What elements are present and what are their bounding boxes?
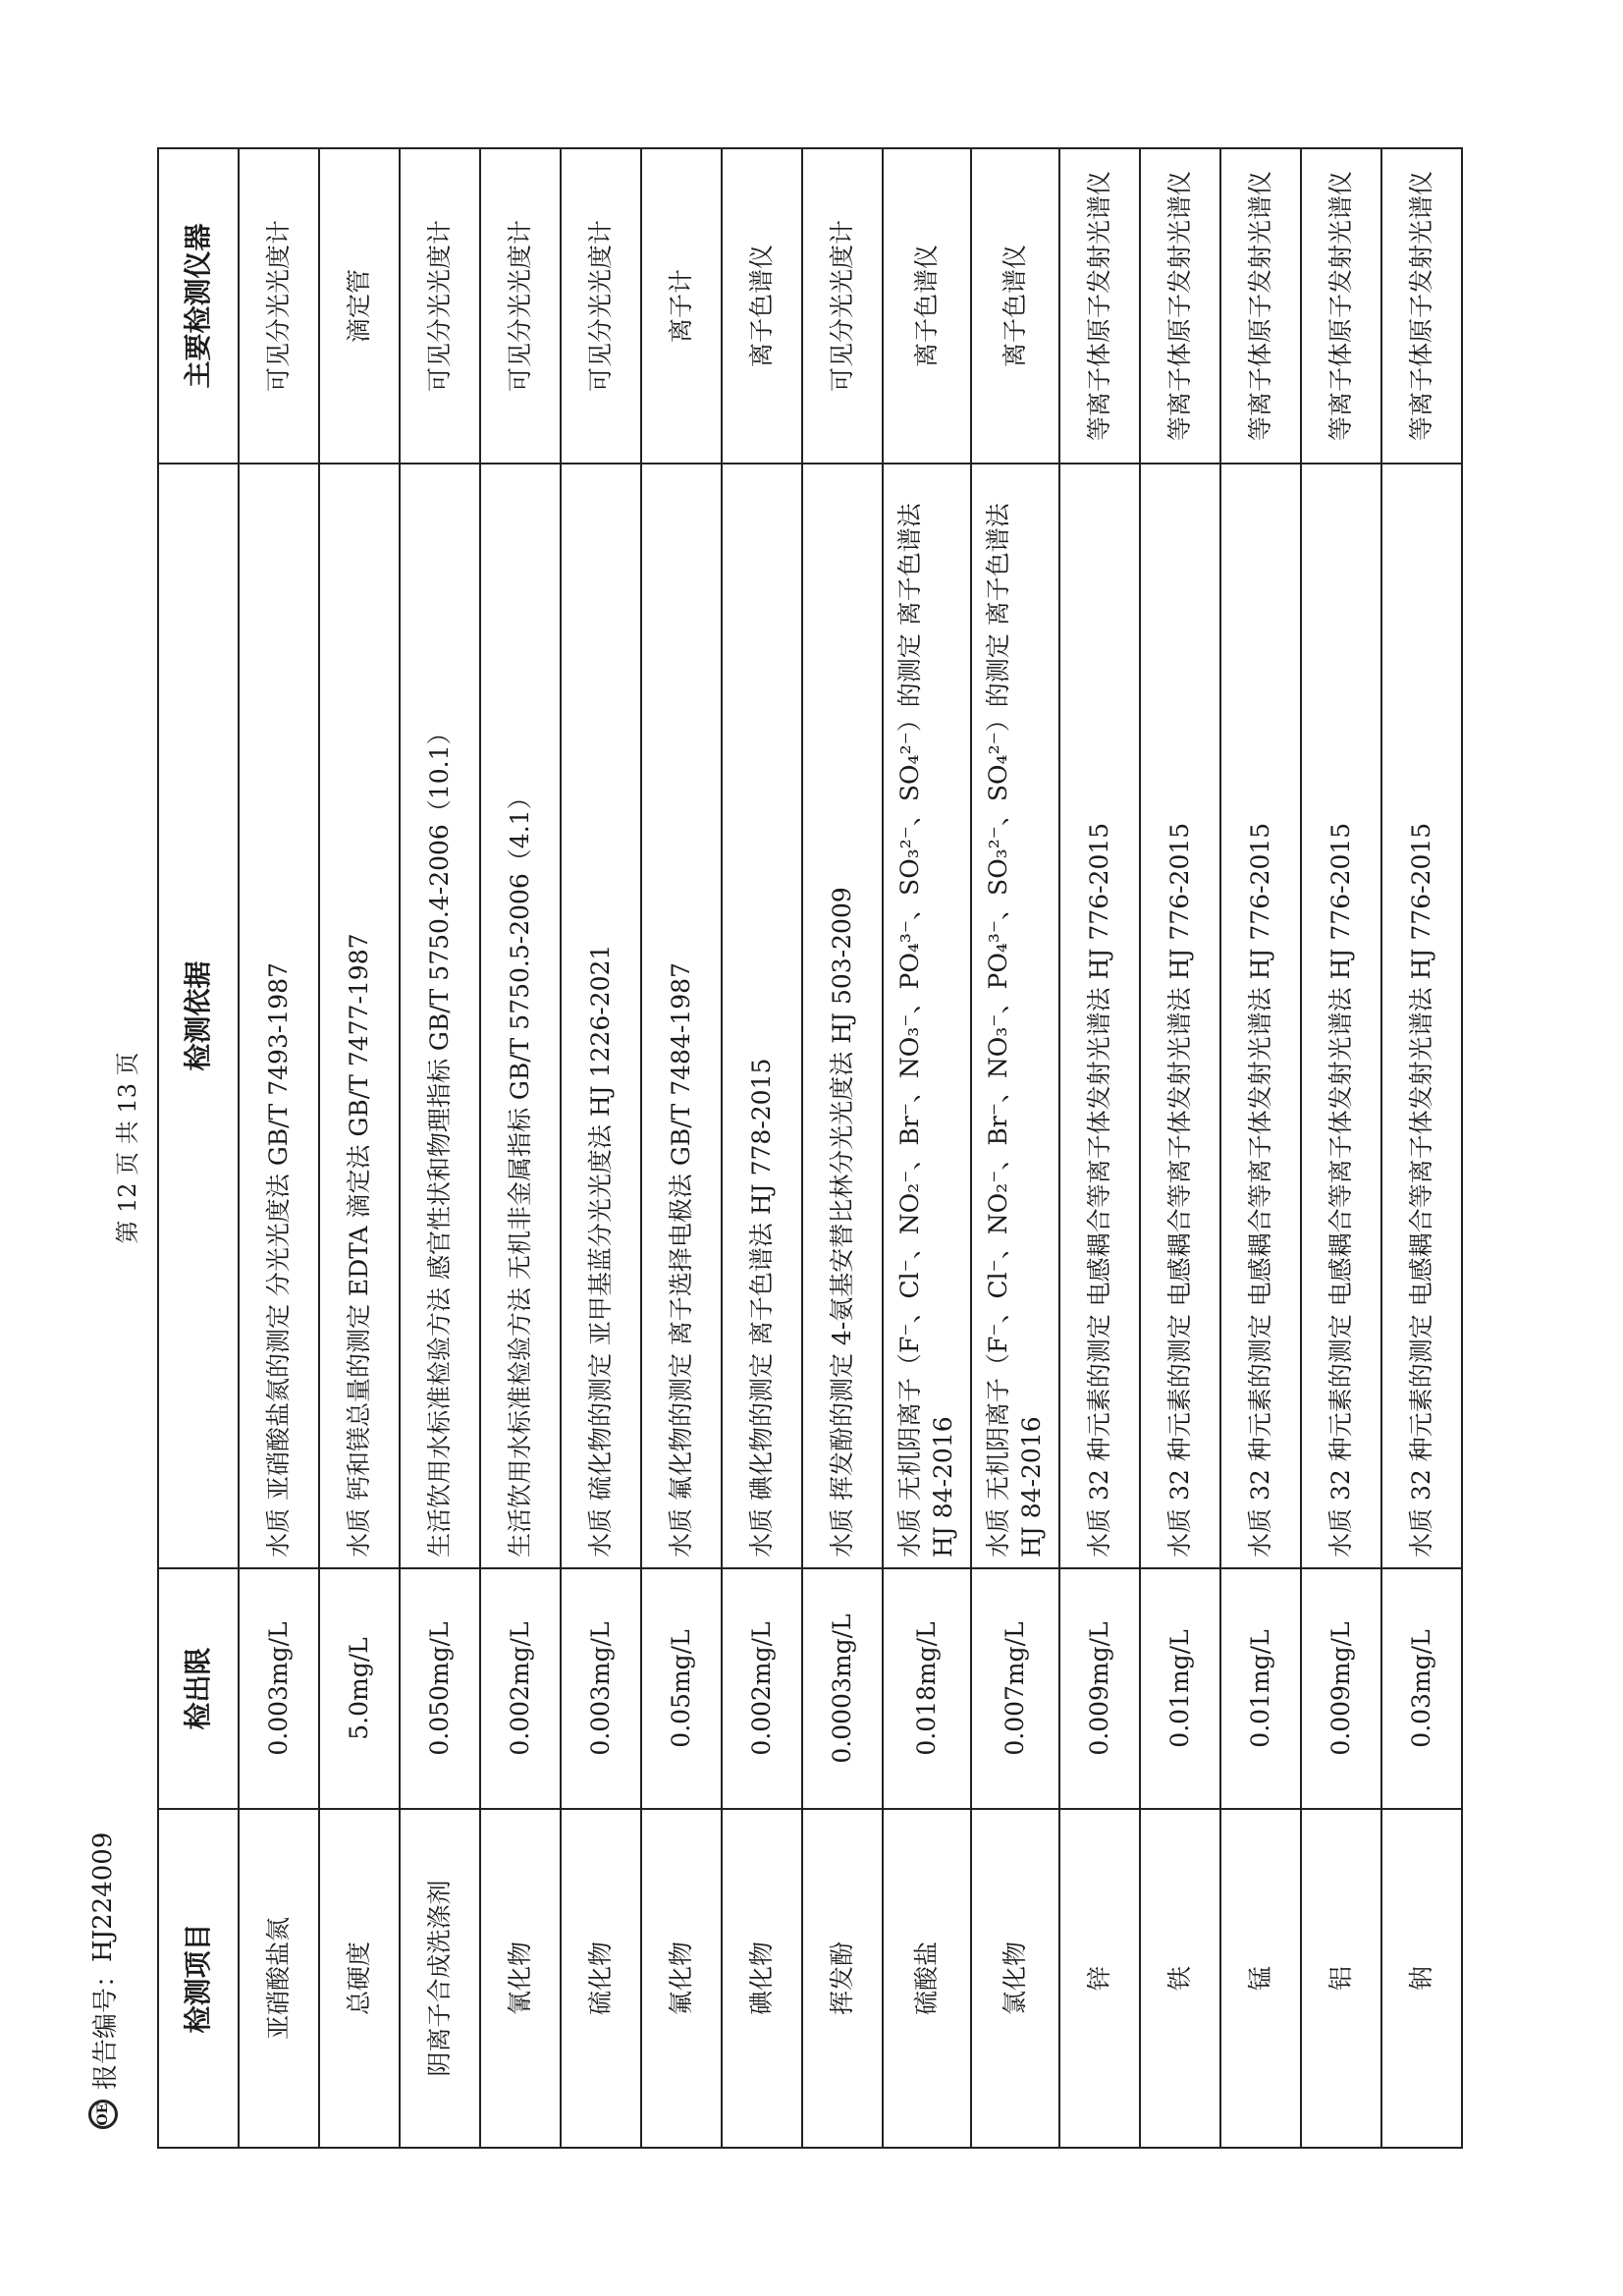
cell-basis: 水质 硫化物的测定 亚甲基蓝分光光度法 HJ 1226-2021	[561, 464, 641, 1568]
cell-limit: 0.0003mg/L	[802, 1568, 883, 1809]
cell-instrument: 等离子体原子发射光谱仪	[1301, 148, 1381, 464]
cell-item: 亚硝酸盐氮	[239, 1809, 319, 2148]
cell-instrument: 可见分光光度计	[239, 148, 319, 464]
cell-basis: 水质 无机阴离子（F⁻、Cl⁻、NO₂⁻、Br⁻、NO₃⁻、PO₄³⁻、SO₃²⁻、SO₄²⁻）的测定 离子色谱法 HJ 84-2016	[971, 464, 1059, 1568]
cell-instrument: 可见分光光度计	[561, 148, 641, 464]
cell-limit: 0.03mg/L	[1381, 1568, 1462, 1809]
cell-item: 碘化物	[722, 1809, 802, 2148]
cell-basis: 水质 无机阴离子（F⁻、Cl⁻、NO₂⁻、Br⁻、NO₃⁻、PO₄³⁻、SO₃²⁻、SO₄²⁻）的测定 离子色谱法 HJ 84-2016	[883, 464, 971, 1568]
table-row	[400, 148, 480, 2148]
cell-limit: 0.002mg/L	[480, 1568, 561, 1809]
column-header-basis: 检测依据	[158, 464, 239, 1568]
cell-instrument: 离子色谱仪	[883, 148, 971, 464]
cell-basis: 水质 32 种元素的测定 电感耦合等离子体发射光谱法 HJ 776-2015	[1140, 464, 1220, 1568]
table-row	[722, 148, 802, 2148]
cell-basis: 水质 32 种元素的测定 电感耦合等离子体发射光谱法 HJ 776-2015	[1220, 464, 1301, 1568]
table-row	[480, 148, 561, 2148]
cell-instrument: 离子计	[641, 148, 722, 464]
cell-instrument: 等离子体原子发射光谱仪	[1059, 148, 1140, 464]
cell-basis: 水质 32 种元素的测定 电感耦合等离子体发射光谱法 HJ 776-2015	[1301, 464, 1381, 1568]
cell-item: 氰化物	[480, 1809, 561, 2148]
table-row	[561, 148, 641, 2148]
cell-basis: 水质 32 种元素的测定 电感耦合等离子体发射光谱法 HJ 776-2015	[1059, 464, 1140, 1568]
cell-instrument: 滴定管	[319, 148, 400, 464]
cell-instrument: 可见分光光度计	[802, 148, 883, 464]
cell-limit: 5.0mg/L	[319, 1568, 400, 1809]
cell-basis: 水质 亚硝酸盐氮的测定 分光光度法 GB/T 7493-1987	[239, 464, 319, 1568]
cell-basis: 水质 钙和镁总量的测定 EDTA 滴定法 GB/T 7477-1987	[319, 464, 400, 1568]
cell-item: 氟化物	[641, 1809, 722, 2148]
cell-limit: 0.009mg/L	[1059, 1568, 1140, 1809]
cell-basis: 水质 32 种元素的测定 电感耦合等离子体发射光谱法 HJ 776-2015	[1381, 464, 1462, 1568]
cell-item: 钠	[1381, 1809, 1462, 2148]
table-row	[239, 148, 319, 2148]
cell-item: 阴离子合成洗涤剂	[400, 1809, 480, 2148]
cell-basis: 水质 氟化物的测定 离子选择电极法 GB/T 7484-1987	[641, 464, 722, 1568]
cell-instrument: 等离子体原子发射光谱仪	[1220, 148, 1301, 464]
cell-item: 锌	[1059, 1809, 1140, 2148]
cell-instrument: 可见分光光度计	[480, 148, 561, 464]
page-number: 第 12 页 共 13 页	[114, 1052, 141, 1244]
cell-instrument: 离子色谱仪	[971, 148, 1059, 464]
report-no: HJ224009	[88, 1831, 118, 1962]
cell-limit: 0.050mg/L	[400, 1568, 480, 1809]
cell-item: 硫酸盐	[883, 1809, 971, 2148]
table-row	[1059, 148, 1140, 2148]
cell-instrument: 离子色谱仪	[722, 148, 802, 464]
table-row	[1381, 148, 1462, 2148]
cell-basis: 生活饮用水标准检验方法 感官性状和物理指标 GB/T 5750.4-2006（10.1）	[400, 464, 480, 1568]
column-header-item: 检测项目	[158, 1809, 239, 2148]
table-row	[1140, 148, 1220, 2148]
cell-item: 铁	[1140, 1809, 1220, 2148]
column-header-limit: 检出限	[158, 1568, 239, 1809]
cell-limit: 0.01mg/L	[1140, 1568, 1220, 1809]
cell-limit: 0.05mg/L	[641, 1568, 722, 1809]
cell-item: 锰	[1220, 1809, 1301, 2148]
cell-basis: 生活饮用水标准检验方法 无机非金属指标 GB/T 5750.5-2006（4.1）	[480, 464, 561, 1568]
company-logo-icon: OE	[88, 2100, 118, 2129]
cell-basis: 水质 碘化物的测定 离子色谱法 HJ 778-2015	[722, 464, 802, 1568]
table-row	[641, 148, 722, 2148]
cell-item: 硫化物	[561, 1809, 641, 2148]
table-row	[802, 148, 883, 2148]
cell-limit: 0.01mg/L	[1220, 1568, 1301, 1809]
cell-item: 挥发酚	[802, 1809, 883, 2148]
cell-item: 氯化物	[971, 1809, 1059, 2148]
cell-limit: 0.003mg/L	[561, 1568, 641, 1809]
cell-instrument: 可见分光光度计	[400, 148, 480, 464]
cell-limit: 0.007mg/L	[971, 1568, 1059, 1809]
cell-item: 总硬度	[319, 1809, 400, 2148]
cell-instrument: 等离子体原子发射光谱仪	[1381, 148, 1462, 464]
table-row	[1220, 148, 1301, 2148]
cell-limit: 0.003mg/L	[239, 1568, 319, 1809]
cell-limit: 0.009mg/L	[1301, 1568, 1381, 1809]
table-row	[1301, 148, 1381, 2148]
table-row	[319, 148, 400, 2148]
cell-basis: 水质 挥发酚的测定 4-氨基安替比林分光光度法 HJ 503-2009	[802, 464, 883, 1568]
test-method-table	[157, 147, 1463, 2149]
column-header-instrument: 主要检测仪器	[158, 148, 239, 464]
cell-limit: 0.018mg/L	[883, 1568, 971, 1809]
table-row	[971, 148, 1059, 2148]
cell-item: 铝	[1301, 1809, 1381, 2148]
report-no-label: 报告编号：	[90, 1961, 121, 2090]
cell-limit: 0.002mg/L	[722, 1568, 802, 1809]
table-header-row	[158, 148, 239, 2148]
table-row	[883, 148, 971, 2148]
test-method-table-wrapper	[157, 149, 1463, 2149]
cell-instrument: 等离子体原子发射光谱仪	[1140, 148, 1220, 464]
